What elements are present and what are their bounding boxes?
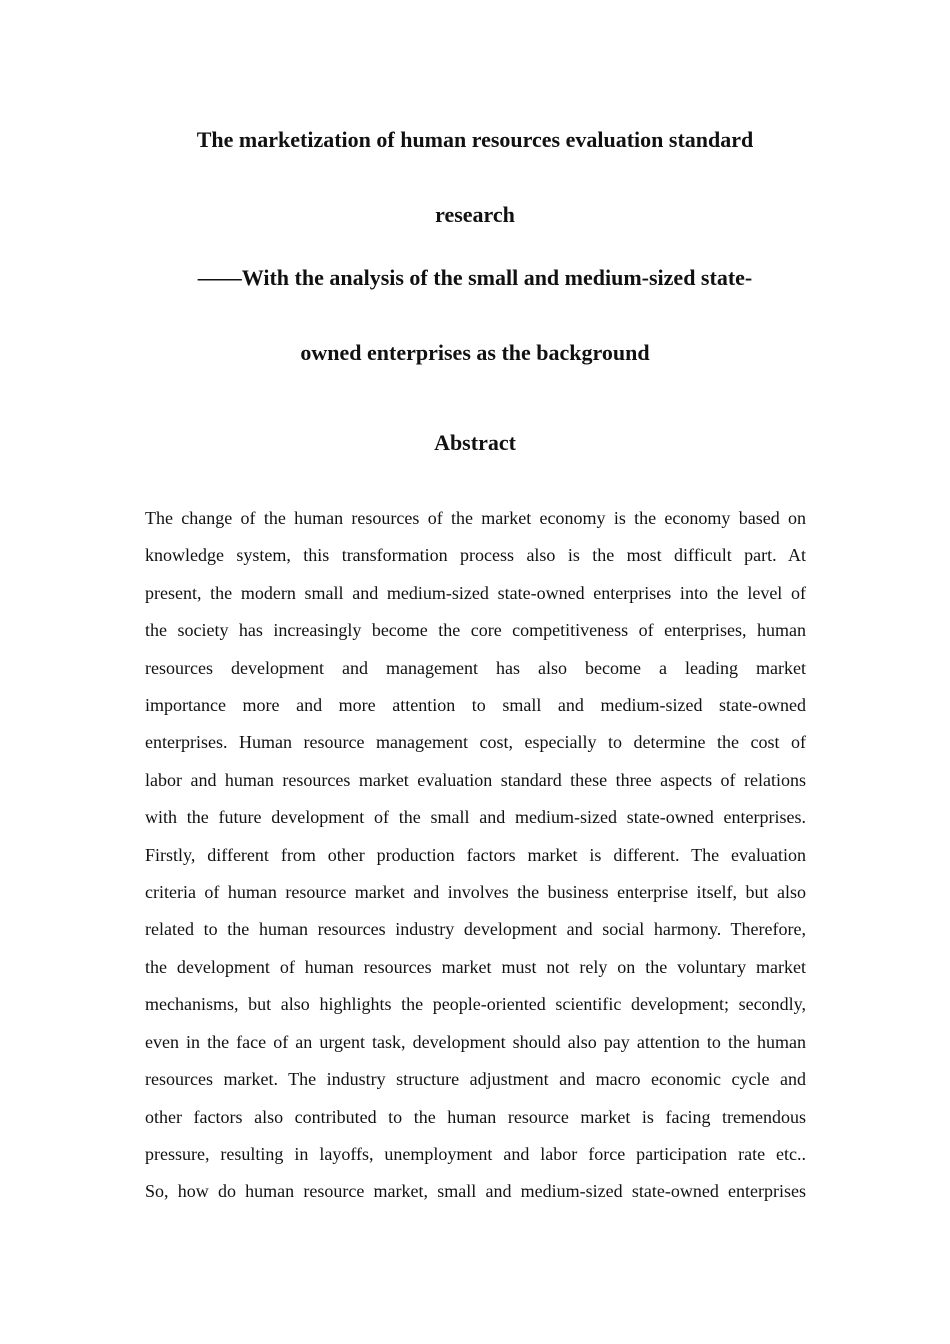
abstract-line: knowledge system, this transformation process also is the most difficult part. At: [145, 545, 806, 566]
abstract-line: the development of human resources market must not rely on the voluntary market: [145, 956, 806, 977]
abstract-line: resources development and management has also become a leading market: [145, 657, 806, 678]
abstract-line: criteria of human resource market and involves the business enterprise itself, but also: [145, 882, 806, 903]
abstract-line: resources market. The industry structure adjustment and macro economic cycle and: [145, 1069, 806, 1090]
abstract-line: with the future development of the small and medium-sized state-owned enterprises.: [145, 807, 806, 828]
paper-title-line-2: research: [435, 202, 515, 227]
abstract-heading: Abstract: [434, 430, 516, 455]
abstract-line: Firstly, different from other production factors market is different. The evaluation: [145, 844, 806, 865]
abstract-line: importance more and more attention to small and medium-sized state-owned: [145, 695, 806, 716]
abstract-line: present, the modern small and medium-sized state-owned enterprises into the level of: [145, 582, 806, 603]
paper-subtitle-line-1: ——With the analysis of the small and medium-sized state-: [197, 265, 753, 290]
abstract-line: So, how do human resource market, small and medium-sized state-owned enterprises: [145, 1181, 806, 1202]
abstract-line: labor and human resources market evaluation standard these three aspects of relations: [145, 769, 806, 790]
paper-subtitle: [145, 240, 805, 390]
paper-title: [145, 102, 805, 252]
abstract-line: even in the face of an urgent task, development should also pay attention to the human: [145, 1031, 806, 1052]
abstract-line: other factors also contributed to the human resource market is facing tremendous: [145, 1106, 806, 1127]
paper-subtitle-line-2: owned enterprises as the background: [300, 340, 650, 365]
abstract-line: enterprises. Human resource management cost, especially to determine the cost of: [145, 732, 806, 753]
abstract-line: The change of the human resources of the market economy is the economy based on: [145, 508, 806, 528]
abstract-line: related to the human resources industry development and social harmony. Therefore,: [145, 919, 806, 940]
abstract-body: [145, 500, 806, 1211]
abstract-line: pressure, resulting in layoffs, unemployment and labor force participation rate etc..: [145, 1143, 806, 1164]
paper-title-line-1: The marketization of human resources evaluation standard: [196, 127, 754, 152]
abstract-line: mechanisms, but also highlights the people-oriented scientific development; secondly,: [145, 994, 806, 1015]
abstract-line: the society has increasingly become the core competitiveness of enterprises, human: [145, 620, 806, 641]
